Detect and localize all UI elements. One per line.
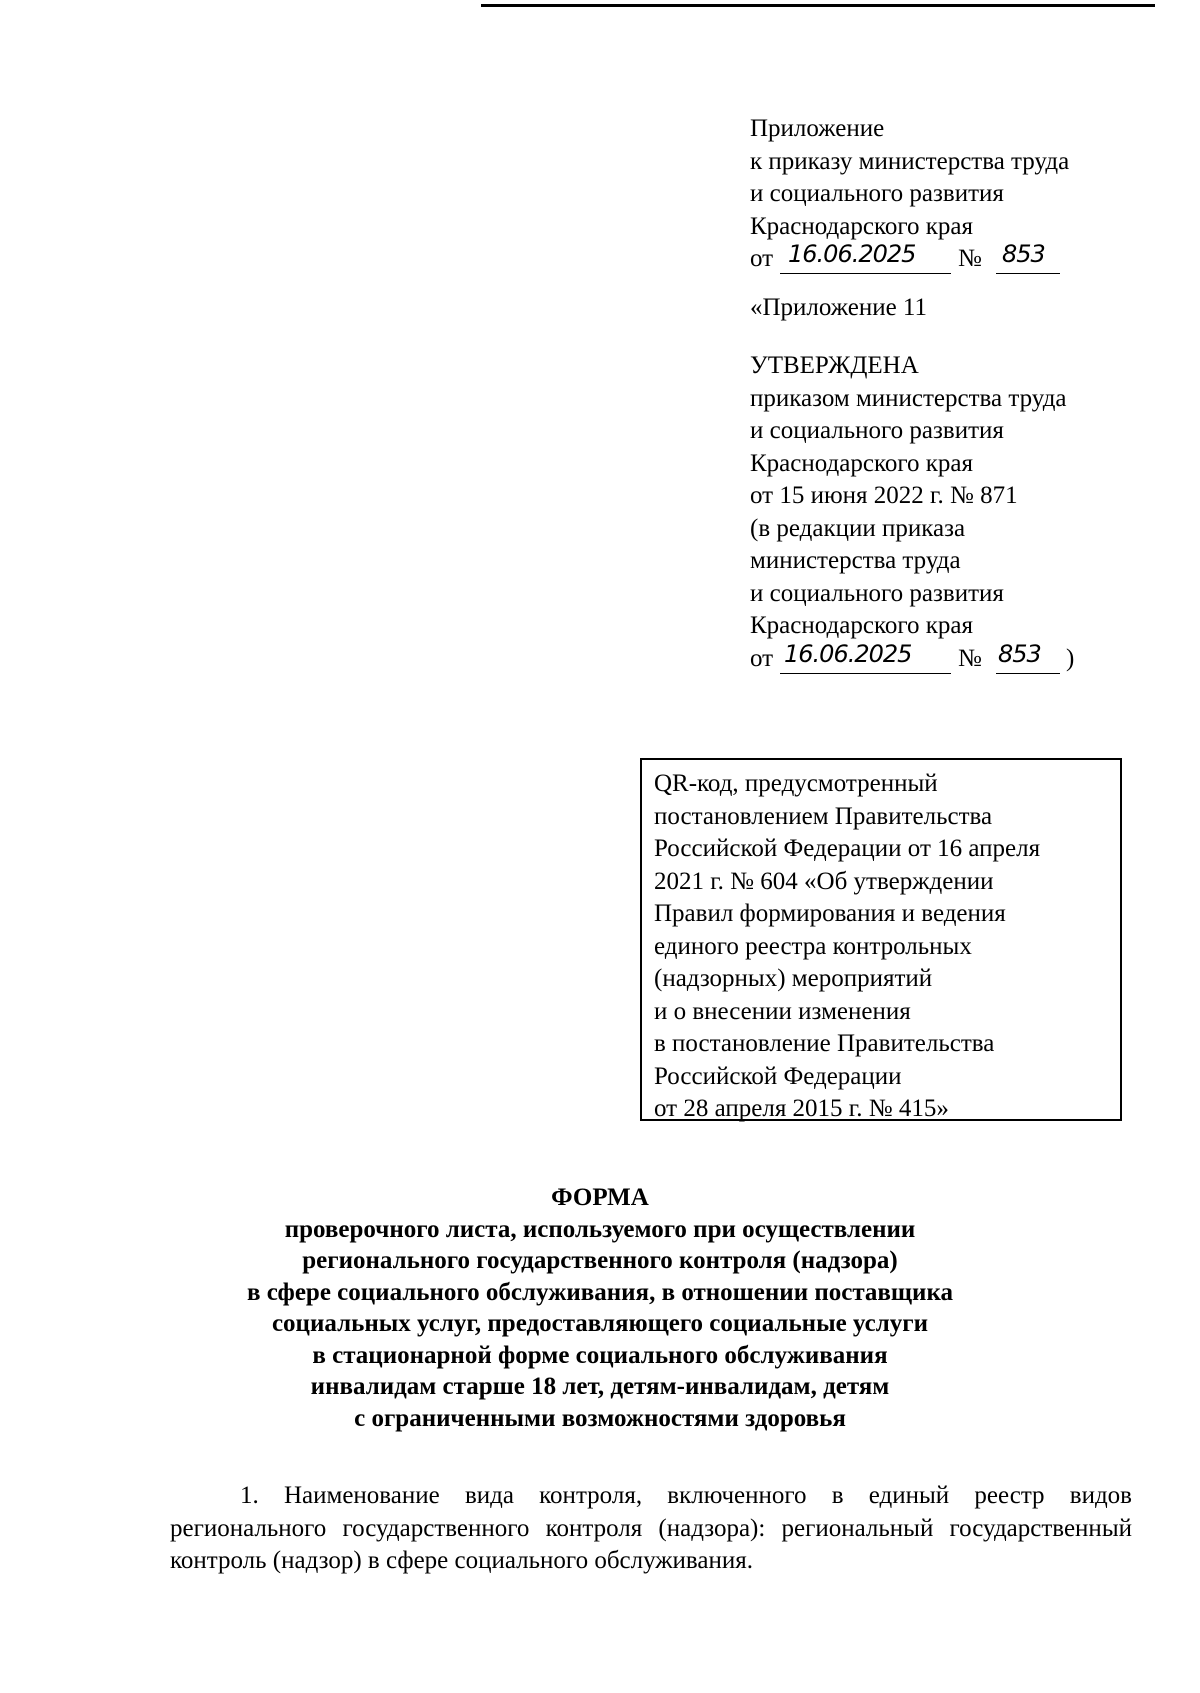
approval-line: Краснодарского края [750, 612, 973, 639]
handwritten-number: 853 [1002, 240, 1045, 268]
signature-row [750, 240, 1069, 276]
approved-label: УТВЕРЖДЕНА [750, 352, 919, 379]
top-rule [481, 4, 1155, 7]
form-heading: ФОРМА [551, 1184, 649, 1211]
form-title-line: инвалидам старше 18 лет, детям-инвалидам, детям [310, 1373, 890, 1400]
approval-line: Краснодарского края [750, 449, 973, 477]
qr-line: в постановление Правительства [654, 1030, 995, 1057]
number-underline [996, 273, 1060, 274]
sign-prefix: от [750, 245, 774, 272]
qr-line: Правил формирования и ведения [654, 900, 1006, 927]
qr-line: 2021 г. № 604 «Об утверждении [654, 867, 994, 895]
appendix-line: Краснодарского края [750, 212, 973, 240]
form-title-line: проверочного листа, используемого при осуществлении [284, 1215, 916, 1243]
form-title-line: с ограниченными возможностями здоровья [354, 1404, 846, 1432]
number-label: № [958, 245, 982, 272]
approval-line: и социального развития [750, 579, 1004, 607]
approval-line: (в редакции приказа [750, 514, 966, 542]
handwritten-date: 16.06.2025 [784, 639, 912, 668]
appendix-11-label: «Приложение 11 [750, 293, 928, 321]
handwritten-number: 853 [998, 639, 1041, 668]
qr-line: от 28 апреля 2015 г. № 415» [654, 1095, 949, 1122]
form-title [150, 1182, 1050, 1434]
closing-paren: ) [1066, 644, 1075, 672]
sign-prefix: от [750, 644, 774, 672]
form-title-line: регионального государственного контроля (надзора) [302, 1247, 898, 1274]
appendix-block [750, 113, 1075, 675]
date-underline [780, 273, 951, 274]
approval-line: приказом министерства труда [750, 384, 1067, 412]
qr-code-box [640, 758, 1122, 1121]
qr-line: Российской Федерации [654, 1062, 902, 1090]
qr-line: постановлением Правительства [654, 802, 993, 830]
paragraph-1: 1. Наименование вида контроля, включенного в единый реестр видов регионального государственного контроля (надзора): региональный государственный контроль (надзор) в сфере социального обслуживания. [170, 1482, 1132, 1574]
form-title-line: в сфере социального обслуживания, в отношении поставщика [247, 1278, 953, 1306]
number-underline [996, 673, 1060, 674]
body-paragraph [170, 1480, 1132, 1578]
appendix-line: к приказу министерства труда [750, 147, 1070, 175]
qr-line: единого реестра контрольных [654, 932, 972, 960]
qr-line: QR-код, предусмотренный [654, 770, 938, 797]
approval-line: министерства труда [750, 547, 961, 574]
appendix-line: и социального развития [750, 180, 1004, 207]
qr-line: и о внесении изменения [654, 997, 911, 1025]
number-label: № [958, 644, 982, 672]
qr-line: (надзорных) мероприятий [654, 965, 933, 992]
handwritten-date: 16.06.2025 [788, 240, 916, 268]
approval-line: и социального развития [750, 417, 1004, 444]
form-title-line: в стационарной форме социального обслуживания [312, 1341, 888, 1369]
qr-line: Российской Федерации от 16 апреля [654, 835, 1041, 862]
appendix-title: Приложение [750, 115, 885, 142]
date-underline [780, 673, 951, 674]
form-title-line: социальных услуг, предоставляющего социальные услуги [271, 1310, 929, 1337]
approval-signature-row [750, 639, 1075, 676]
approval-line: от 15 июня 2022 г. № 871 [750, 482, 1018, 509]
